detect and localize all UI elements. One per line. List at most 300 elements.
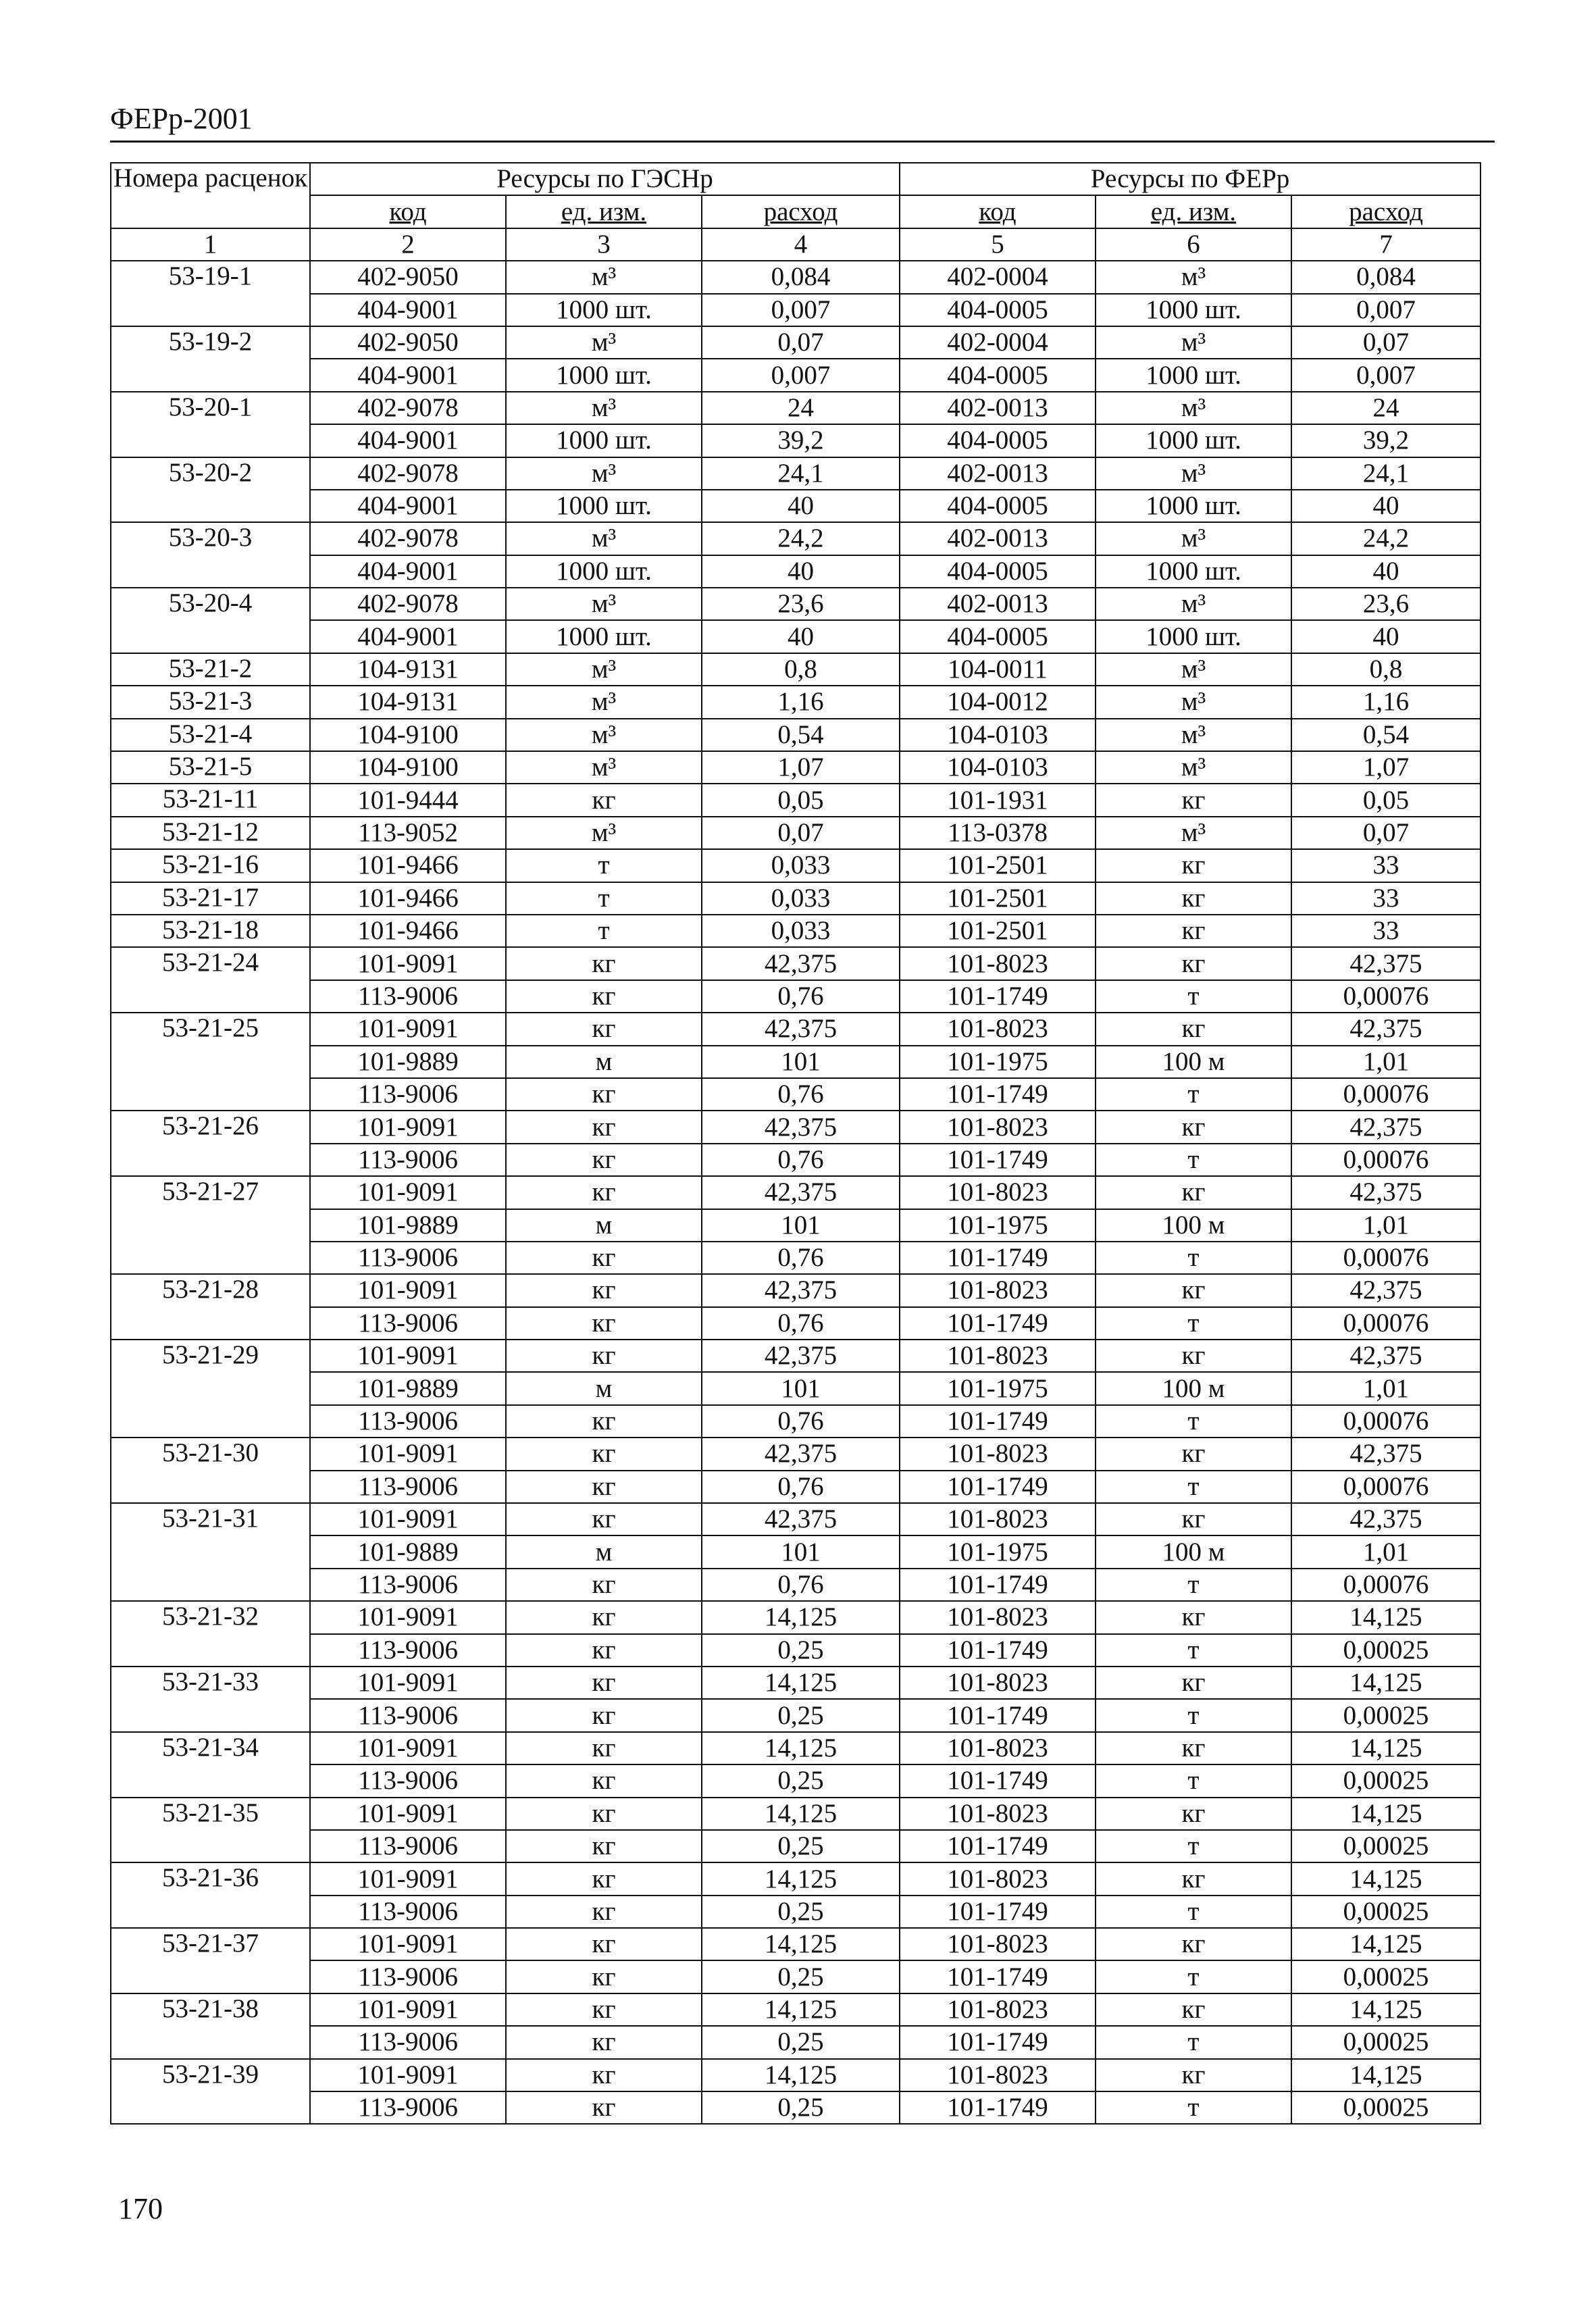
cell-fer-ed: 100 м (1096, 1372, 1291, 1404)
cell-gesn-rashod: 0,25 (702, 1896, 900, 1928)
cell-fer-kod: 101-8023 (900, 1993, 1096, 2026)
table-row (111, 947, 1481, 980)
header-row-groups (111, 163, 1481, 195)
table-row (111, 1798, 1481, 1830)
cell-fer-rashod: 40 (1291, 555, 1481, 588)
cell-fer-kod: 404-0005 (900, 490, 1096, 522)
table-row (111, 2059, 1481, 2091)
cell-fer-rashod: 40 (1291, 620, 1481, 653)
cell-gesn-ed: кг (506, 1928, 702, 1960)
cell-fer-rashod: 24,1 (1291, 457, 1481, 490)
cell-fer-rashod: 1,01 (1291, 1209, 1481, 1242)
cell-fer-rashod: 42,375 (1291, 1340, 1481, 1372)
table-row (111, 359, 1481, 391)
cell-fer-rashod: 42,375 (1291, 1176, 1481, 1209)
cell-fer-ed: 100 м (1096, 1046, 1291, 1078)
cell-fer-rashod: 0,00025 (1291, 2091, 1481, 2124)
cell-gesn-rashod: 0,07 (702, 326, 900, 359)
cell-gesn-kod: 104-9100 (310, 719, 506, 751)
cell-fer-kod: 404-0005 (900, 359, 1096, 391)
cell-fer-ed: т (1096, 1764, 1291, 1797)
cell-fer-ed: кг (1096, 1928, 1291, 1960)
resources-table (110, 162, 1481, 2125)
cell-gesn-rashod: 0,8 (702, 653, 900, 686)
cell-gesn-rashod: 0,76 (702, 1569, 900, 1601)
cell-gesn-ed: кг (506, 1862, 702, 1895)
cell-fer-kod: 101-8023 (900, 1667, 1096, 1699)
header-fer-ed: ед. изм. (1096, 195, 1291, 228)
cell-gesn-rashod: 1,07 (702, 751, 900, 784)
cell-fer-kod: 101-1749 (900, 1764, 1096, 1797)
cell-fer-ed: кг (1096, 849, 1291, 882)
cell-fer-kod: 101-1749 (900, 1307, 1096, 1340)
cell-gesn-ed: кг (506, 784, 702, 816)
cell-gesn-kod: 113-9006 (310, 1634, 506, 1667)
cell-gesn-rashod: 42,375 (702, 1111, 900, 1143)
table-row (111, 1013, 1481, 1045)
cell-gesn-kod: 101-9091 (310, 1340, 506, 1372)
cell-gesn-kod: 113-9006 (310, 1405, 506, 1438)
cell-gesn-ed: кг (506, 1634, 702, 1667)
rastsenka-number: 53-21-37 (111, 1928, 310, 1993)
cell-fer-ed: 1000 шт. (1096, 294, 1291, 326)
cell-gesn-ed: 1000 шт. (506, 490, 702, 522)
cell-gesn-rashod: 0,25 (702, 1634, 900, 1667)
cell-fer-kod: 101-1749 (900, 1405, 1096, 1438)
cell-fer-ed: т (1096, 1242, 1291, 1274)
table-row (111, 980, 1481, 1013)
rastsenka-number: 53-21-29 (111, 1340, 310, 1438)
cell-fer-ed: 1000 шт. (1096, 359, 1291, 391)
table-row (111, 1372, 1481, 1404)
table-row (111, 1471, 1481, 1503)
cell-fer-kod: 101-1931 (900, 784, 1096, 816)
cell-gesn-kod: 113-9052 (310, 817, 506, 849)
cell-fer-kod: 402-0013 (900, 457, 1096, 490)
cell-gesn-rashod: 0,76 (702, 1242, 900, 1274)
table-row (111, 817, 1481, 849)
cell-gesn-rashod: 0,76 (702, 1471, 900, 1503)
cell-gesn-kod: 104-9131 (310, 653, 506, 686)
cell-gesn-ed: 1000 шт. (506, 555, 702, 588)
cell-fer-kod: 101-8023 (900, 1732, 1096, 1764)
cell-fer-ed: кг (1096, 947, 1291, 980)
cell-fer-kod: 101-8023 (900, 1862, 1096, 1895)
cell-gesn-ed: кг (506, 947, 702, 980)
cell-gesn-kod: 101-9466 (310, 849, 506, 882)
table-row (111, 1144, 1481, 1176)
cell-fer-ed: кг (1096, 1438, 1291, 1470)
cell-gesn-rashod: 0,07 (702, 817, 900, 849)
cell-fer-kod: 101-1749 (900, 1896, 1096, 1928)
header-gesn-rashod: расход (702, 195, 900, 228)
cell-fer-rashod: 40 (1291, 490, 1481, 522)
cell-fer-rashod: 42,375 (1291, 1438, 1481, 1470)
table-row (111, 1242, 1481, 1274)
cell-gesn-ed: кг (506, 1078, 702, 1111)
cell-gesn-kod: 113-9006 (310, 1830, 506, 1862)
cell-fer-ed: т (1096, 1699, 1291, 1731)
table-row (111, 1960, 1481, 1993)
cell-gesn-rashod: 1,16 (702, 686, 900, 718)
cell-gesn-rashod: 14,125 (702, 1862, 900, 1895)
cell-fer-ed: кг (1096, 1340, 1291, 1372)
cell-gesn-rashod: 0,007 (702, 359, 900, 391)
cell-fer-ed: кг (1096, 784, 1291, 816)
cell-gesn-kod: 101-9466 (310, 915, 506, 947)
rastsenka-number: 53-21-11 (111, 784, 310, 816)
cell-gesn-rashod: 14,125 (702, 1928, 900, 1960)
cell-gesn-ed: кг (506, 1960, 702, 1993)
cell-fer-rashod: 42,375 (1291, 1013, 1481, 1045)
rastsenka-number: 53-21-34 (111, 1732, 310, 1798)
cell-gesn-kod: 404-9001 (310, 294, 506, 326)
cell-fer-kod: 402-0004 (900, 261, 1096, 293)
cell-fer-rashod: 1,16 (1291, 686, 1481, 718)
table-row (111, 1503, 1481, 1535)
cell-fer-rashod: 0,007 (1291, 359, 1481, 391)
cell-fer-rashod: 23,6 (1291, 588, 1481, 620)
table-row (111, 424, 1481, 457)
cell-gesn-kod: 101-9091 (310, 1667, 506, 1699)
cell-gesn-rashod: 101 (702, 1535, 900, 1568)
table-row (111, 719, 1481, 751)
cell-fer-kod: 104-0012 (900, 686, 1096, 718)
header-gesn-kod: код (310, 195, 506, 228)
cell-gesn-kod: 404-9001 (310, 555, 506, 588)
cell-gesn-kod: 113-9006 (310, 1307, 506, 1340)
table-row (111, 1862, 1481, 1895)
cell-fer-kod: 101-1749 (900, 1569, 1096, 1601)
cell-gesn-kod: 113-9006 (310, 1078, 506, 1111)
cell-fer-kod: 402-0004 (900, 326, 1096, 359)
rastsenka-number: 53-21-25 (111, 1013, 310, 1111)
cell-gesn-ed: м³ (506, 392, 702, 424)
cell-fer-rashod: 0,00076 (1291, 1405, 1481, 1438)
cell-gesn-ed: м³ (506, 588, 702, 620)
table-row (111, 784, 1481, 816)
rastsenka-number: 53-20-2 (111, 457, 310, 523)
cell-fer-rashod: 0,00025 (1291, 1896, 1481, 1928)
rastsenka-number: 53-21-30 (111, 1438, 310, 1503)
cell-gesn-kod: 404-9001 (310, 424, 506, 457)
cell-fer-kod: 101-8023 (900, 1503, 1096, 1535)
header-rastsenki (111, 163, 310, 228)
cell-fer-ed: м³ (1096, 261, 1291, 293)
cell-fer-rashod: 1,01 (1291, 1372, 1481, 1404)
cell-gesn-ed: кг (506, 1699, 702, 1731)
cell-gesn-kod: 101-9091 (310, 1993, 506, 2026)
table-row (111, 1764, 1481, 1797)
cell-gesn-kod: 101-9091 (310, 1732, 506, 1764)
table-row (111, 1307, 1481, 1340)
cell-gesn-kod: 113-9006 (310, 2026, 506, 2058)
cell-gesn-kod: 101-9091 (310, 947, 506, 980)
cell-fer-rashod: 24,2 (1291, 522, 1481, 555)
cell-fer-ed: м³ (1096, 686, 1291, 718)
cell-fer-kod: 101-1749 (900, 1830, 1096, 1862)
table-row (111, 653, 1481, 686)
cell-gesn-rashod: 42,375 (702, 1013, 900, 1045)
cell-gesn-ed: м³ (506, 719, 702, 751)
cell-fer-ed: кг (1096, 1667, 1291, 1699)
cell-fer-rashod: 1,07 (1291, 751, 1481, 784)
cell-gesn-ed: кг (506, 2091, 702, 2124)
cell-gesn-kod: 101-9091 (310, 1862, 506, 1895)
cell-fer-rashod: 0,00025 (1291, 1830, 1481, 1862)
cell-fer-kod: 101-1975 (900, 1535, 1096, 1568)
cell-gesn-kod: 101-9091 (310, 2059, 506, 2091)
rastsenka-number: 53-21-17 (111, 882, 310, 915)
cell-fer-kod: 101-8023 (900, 1438, 1096, 1470)
table-row (111, 294, 1481, 326)
cell-fer-ed: кг (1096, 1601, 1291, 1633)
cell-fer-kod: 101-8023 (900, 1601, 1096, 1633)
cell-gesn-ed: м³ (506, 653, 702, 686)
cell-gesn-rashod: 42,375 (702, 1176, 900, 1209)
table-row (111, 1634, 1481, 1667)
cell-gesn-ed: кг (506, 2026, 702, 2058)
rastsenka-number: 53-21-18 (111, 915, 310, 947)
cell-gesn-kod: 113-9006 (310, 1764, 506, 1797)
cell-fer-ed: м³ (1096, 588, 1291, 620)
cell-gesn-ed: м (506, 1372, 702, 1404)
cell-gesn-rashod: 14,125 (702, 1601, 900, 1633)
cell-fer-kod: 404-0005 (900, 424, 1096, 457)
cell-fer-rashod: 0,00025 (1291, 1960, 1481, 1993)
cell-fer-rashod: 33 (1291, 882, 1481, 915)
cell-gesn-kod: 101-9889 (310, 1372, 506, 1404)
cell-fer-rashod: 42,375 (1291, 1274, 1481, 1306)
cell-gesn-kod: 402-9050 (310, 326, 506, 359)
cell-gesn-kod: 101-9444 (310, 784, 506, 816)
cell-gesn-ed: кг (506, 1144, 702, 1176)
cell-gesn-ed: м³ (506, 457, 702, 490)
cell-fer-ed: 1000 шт. (1096, 424, 1291, 457)
table-row (111, 1209, 1481, 1242)
rastsenka-number: 53-21-2 (111, 653, 310, 686)
rastsenka-number: 53-20-1 (111, 392, 310, 457)
cell-gesn-kod: 101-9091 (310, 1928, 506, 1960)
cell-gesn-rashod: 0,54 (702, 719, 900, 751)
rastsenka-number: 53-21-36 (111, 1862, 310, 1928)
cell-gesn-ed: м³ (506, 686, 702, 718)
cell-gesn-ed: кг (506, 1993, 702, 2026)
column-number: 2 (310, 228, 506, 261)
cell-fer-ed: кг (1096, 882, 1291, 915)
table-row (111, 882, 1481, 915)
cell-fer-rashod: 14,125 (1291, 1732, 1481, 1764)
cell-gesn-ed: кг (506, 1764, 702, 1797)
cell-fer-rashod: 0,00076 (1291, 1471, 1481, 1503)
cell-gesn-rashod: 42,375 (702, 1340, 900, 1372)
cell-fer-rashod: 39,2 (1291, 424, 1481, 457)
header-gesn-ed: ед. изм. (506, 195, 702, 228)
cell-gesn-rashod: 0,76 (702, 1078, 900, 1111)
cell-gesn-ed: кг (506, 1340, 702, 1372)
cell-gesn-ed: м (506, 1535, 702, 1568)
table-row (111, 2091, 1481, 2124)
cell-gesn-ed: 1000 шт. (506, 294, 702, 326)
cell-fer-ed: 1000 шт. (1096, 555, 1291, 588)
cell-fer-ed: кг (1096, 915, 1291, 947)
cell-gesn-ed: 1000 шт. (506, 359, 702, 391)
cell-gesn-kod: 101-9091 (310, 1274, 506, 1306)
cell-gesn-kod: 101-9889 (310, 1209, 506, 1242)
cell-fer-rashod: 0,8 (1291, 653, 1481, 686)
cell-fer-kod: 101-2501 (900, 915, 1096, 947)
table-row (111, 1535, 1481, 1568)
table-row (111, 490, 1481, 522)
cell-fer-ed: т (1096, 1471, 1291, 1503)
cell-gesn-rashod: 0,25 (702, 1960, 900, 1993)
cell-gesn-rashod: 0,033 (702, 915, 900, 947)
table-row (111, 1438, 1481, 1470)
cell-gesn-kod: 101-9466 (310, 882, 506, 915)
cell-gesn-rashod: 0,25 (702, 1830, 900, 1862)
cell-fer-kod: 101-1749 (900, 1471, 1096, 1503)
cell-fer-ed: 1000 шт. (1096, 490, 1291, 522)
cell-fer-kod: 101-8023 (900, 1013, 1096, 1045)
table-row (111, 1111, 1481, 1143)
cell-fer-kod: 101-8023 (900, 1798, 1096, 1830)
cell-gesn-ed: кг (506, 1405, 702, 1438)
table-row (111, 392, 1481, 424)
cell-gesn-rashod: 0,76 (702, 1307, 900, 1340)
rastsenka-number: 53-19-2 (111, 326, 310, 392)
cell-gesn-rashod: 101 (702, 1209, 900, 1242)
cell-gesn-rashod: 42,375 (702, 1274, 900, 1306)
cell-gesn-ed: 1000 шт. (506, 424, 702, 457)
cell-fer-kod: 101-1749 (900, 2026, 1096, 2058)
cell-fer-rashod: 14,125 (1291, 2059, 1481, 2091)
rastsenka-number: 53-21-3 (111, 686, 310, 718)
cell-gesn-kod: 404-9001 (310, 620, 506, 653)
cell-gesn-rashod: 0,76 (702, 1405, 900, 1438)
cell-gesn-rashod: 101 (702, 1046, 900, 1078)
cell-gesn-kod: 101-9889 (310, 1046, 506, 1078)
cell-gesn-ed: кг (506, 1176, 702, 1209)
cell-fer-kod: 402-0013 (900, 588, 1096, 620)
cell-fer-ed: т (1096, 1830, 1291, 1862)
cell-fer-ed: т (1096, 1960, 1291, 1993)
table-row (111, 326, 1481, 359)
cell-fer-rashod: 0,00025 (1291, 1634, 1481, 1667)
cell-fer-ed: т (1096, 1307, 1291, 1340)
cell-fer-kod: 404-0005 (900, 294, 1096, 326)
cell-gesn-ed: кг (506, 980, 702, 1013)
cell-fer-ed: кг (1096, 1274, 1291, 1306)
cell-fer-kod: 101-1749 (900, 1144, 1096, 1176)
cell-gesn-rashod: 42,375 (702, 1438, 900, 1470)
table-row (111, 457, 1481, 490)
cell-gesn-rashod: 0,25 (702, 1764, 900, 1797)
cell-gesn-rashod: 0,033 (702, 849, 900, 882)
cell-gesn-ed: кг (506, 1569, 702, 1601)
cell-gesn-rashod: 0,25 (702, 2026, 900, 2058)
rastsenka-number: 53-21-24 (111, 947, 310, 1013)
column-number: 7 (1291, 228, 1481, 261)
cell-fer-ed: кг (1096, 1013, 1291, 1045)
cell-fer-kod: 101-1749 (900, 1960, 1096, 1993)
rastsenka-number: 53-21-39 (111, 2059, 310, 2125)
cell-fer-ed: кг (1096, 1798, 1291, 1830)
cell-gesn-rashod: 23,6 (702, 588, 900, 620)
cell-gesn-ed: кг (506, 1471, 702, 1503)
cell-fer-rashod: 42,375 (1291, 1111, 1481, 1143)
cell-gesn-kod: 113-9006 (310, 1242, 506, 1274)
table-row (111, 751, 1481, 784)
cell-gesn-ed: т (506, 915, 702, 947)
rastsenka-number: 53-21-28 (111, 1274, 310, 1340)
cell-fer-ed: кг (1096, 1503, 1291, 1535)
cell-fer-ed: м³ (1096, 719, 1291, 751)
table-row (111, 1569, 1481, 1601)
rastsenka-number: 53-19-1 (111, 261, 310, 326)
table-row (111, 555, 1481, 588)
cell-fer-rashod: 0,084 (1291, 261, 1481, 293)
cell-gesn-ed: кг (506, 1438, 702, 1470)
cell-gesn-ed: кг (506, 1274, 702, 1306)
cell-gesn-kod: 101-9091 (310, 1438, 506, 1470)
cell-fer-ed: т (1096, 980, 1291, 1013)
cell-fer-rashod: 0,00076 (1291, 1569, 1481, 1601)
cell-fer-kod: 101-1749 (900, 2091, 1096, 2124)
cell-fer-ed: т (1096, 1144, 1291, 1176)
cell-gesn-ed: кг (506, 1798, 702, 1830)
cell-fer-rashod: 0,00076 (1291, 1078, 1481, 1111)
cell-gesn-ed: м³ (506, 817, 702, 849)
table-row (111, 1078, 1481, 1111)
cell-fer-kod: 104-0103 (900, 719, 1096, 751)
cell-fer-rashod: 33 (1291, 849, 1481, 882)
cell-gesn-kod: 113-9006 (310, 1144, 506, 1176)
cell-fer-rashod: 0,007 (1291, 294, 1481, 326)
cell-fer-rashod: 42,375 (1291, 947, 1481, 980)
cell-fer-kod: 101-1749 (900, 1699, 1096, 1731)
cell-gesn-ed: кг (506, 1503, 702, 1535)
table-row (111, 620, 1481, 653)
rastsenka-number: 53-21-4 (111, 719, 310, 751)
cell-gesn-kod: 101-9889 (310, 1535, 506, 1568)
table-row (111, 1732, 1481, 1764)
table-row (111, 522, 1481, 555)
cell-gesn-kod: 101-9091 (310, 1111, 506, 1143)
cell-fer-kod: 101-2501 (900, 849, 1096, 882)
header-fer-group: Ресурсы по ФЕРр (900, 163, 1481, 195)
cell-fer-rashod: 14,125 (1291, 1862, 1481, 1895)
cell-gesn-kod: 404-9001 (310, 359, 506, 391)
running-title: ФЕРр-2001 (110, 102, 253, 135)
cell-gesn-ed: т (506, 849, 702, 882)
cell-fer-kod: 101-8023 (900, 1928, 1096, 1960)
cell-gesn-kod: 402-9050 (310, 261, 506, 293)
column-number: 5 (900, 228, 1096, 261)
cell-gesn-rashod: 14,125 (702, 1993, 900, 2026)
cell-fer-ed: кг (1096, 1176, 1291, 1209)
cell-fer-ed: м³ (1096, 392, 1291, 424)
cell-gesn-rashod: 0,033 (702, 882, 900, 915)
cell-fer-kod: 101-1749 (900, 1634, 1096, 1667)
cell-fer-rashod: 0,00076 (1291, 1242, 1481, 1274)
cell-gesn-kod: 113-9006 (310, 1471, 506, 1503)
cell-gesn-ed: м³ (506, 326, 702, 359)
cell-gesn-kod: 113-9006 (310, 1960, 506, 1993)
cell-gesn-ed: м³ (506, 522, 702, 555)
rastsenka-number: 53-21-16 (111, 849, 310, 882)
cell-gesn-kod: 113-9006 (310, 2091, 506, 2124)
cell-gesn-kod: 101-9091 (310, 1176, 506, 1209)
